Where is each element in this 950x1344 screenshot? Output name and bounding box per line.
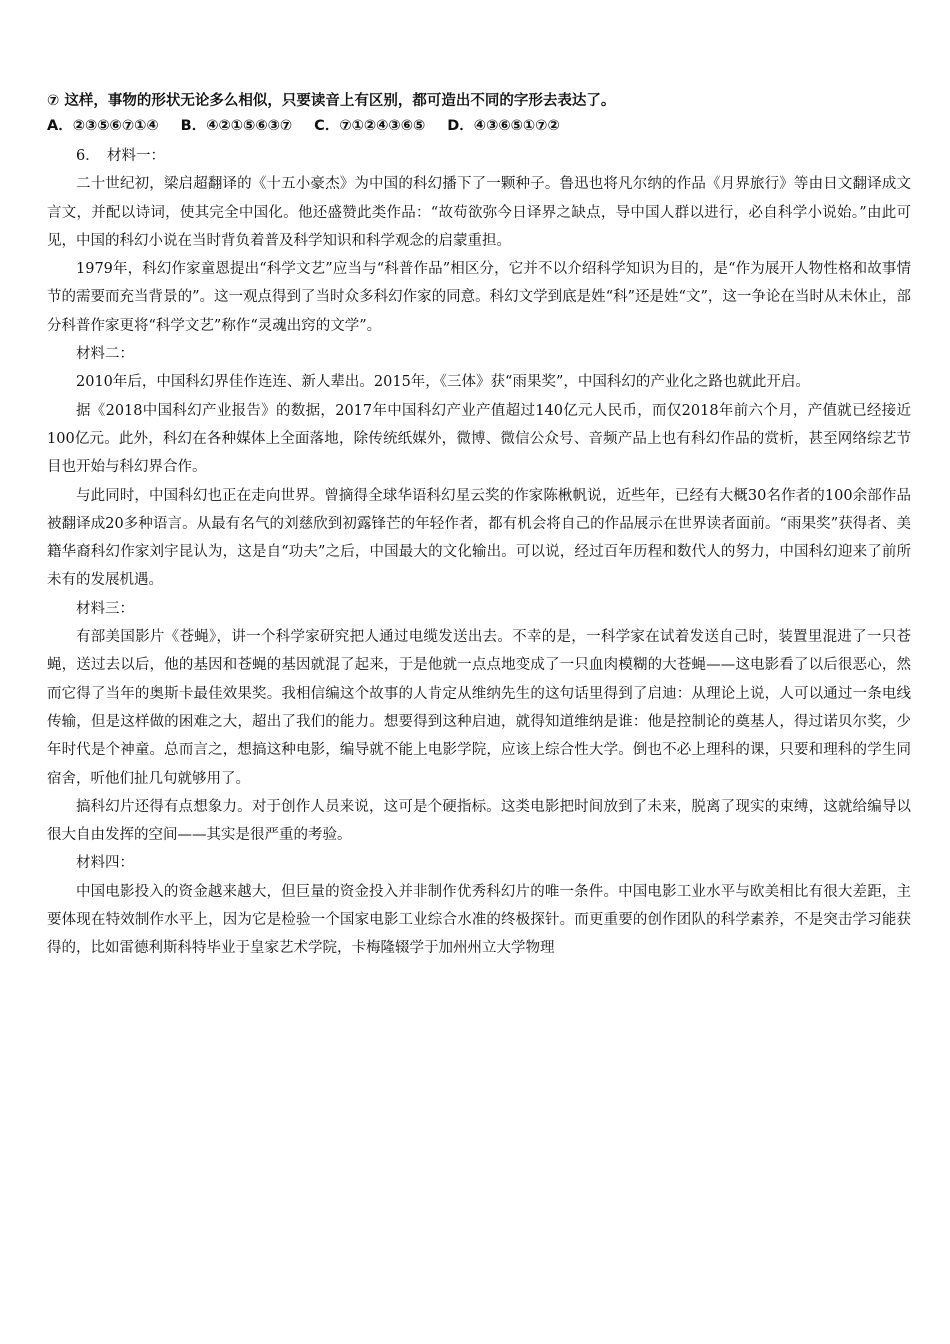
material-1-paragraph-1: 二十世纪初，梁启超翻译的《十五小豪杰》为中国的科幻播下了一颗种子。鲁迅也将凡尔纳的作品《月界旅行》等由日文翻译成文言文，并配以诗词，使其完全中国化。他还盛赞此类作品：“故苟欲弥今日译界之缺点，导中国人群以进行，必自科学小说始。”由此可见，中国的科幻小说在当时背负着普及科学知识和科学观念的启蒙重担。: [47, 176, 911, 249]
material-1-paragraph-2: 1979年，科幻作家童恩提出“科学文艺”应当与“科普作品”相区分，它并不以介绍科学知识为目的，是“作为展开人物性格和故事情节的需要而充当背景的”。这一观点得到了当时众多科幻作家的同意。科幻文学到底是姓“科”还是姓“文”，这一争论在当时从未休止，部分科普作家更将“科学文艺”称作“灵魂出窍的文学”。: [47, 261, 911, 334]
option-d: D．④③⑥⑤①⑦②: [447, 118, 560, 134]
document-page: [47, 92, 911, 963]
option-b: B．④②①⑤⑥③⑦: [180, 118, 293, 134]
option-a: A．②③⑤⑥⑦①④: [47, 118, 159, 134]
option-c: C．⑦①②④③⑥⑤: [314, 118, 426, 134]
question-6-body: [47, 142, 911, 963]
answer-options: [47, 117, 911, 135]
material-3-paragraph-1: 有部美国影片《苍蝇》，讲一个科学家研究把人通过电缆发送出去。不幸的是，一科学家在试着发送自己时，装置里混进了一只苍蝇，送过去以后，他的基因和苍蝇的基因就混了起来，于是他就一点点地变成了一只血肉模糊的大苍蝇——这电影看了以后很恶心，然而它得了当年的奥斯卡最佳效果奖。我相信编这个故事的人肯定从维纳先生的这句话里得到了启迪：从理论上说，人可以通过一条电线传输，但是这样做的困难之大，超出了我们的能力。想要得到这种启迪，就得知道维纳是谁：他是控制论的奠基人，得过诺贝尔奖，少年时代是个神童。总而言之，想搞这种电影，编导就不能上电影学院，应该上综合性大学。倒也不必上理科的课，只要和理科的学生同宿舍，听他们扯几句就够用了。: [47, 629, 911, 787]
material-4-heading: 材料四：: [76, 855, 134, 872]
material-2-heading: 材料二：: [76, 346, 134, 363]
material-3-heading: 材料三：: [76, 600, 134, 617]
question-6-heading: 6． 材料一：: [76, 148, 165, 164]
material-3-paragraph-2: 搞科幻片还得有点想象力。对于创作人员来说，这可是个硬指标。这类电影把时间放到了未来，脱离了现实的束缚，这就给编导以很大自由发挥的空间——其实是很严重的考验。: [47, 798, 911, 844]
material-2-paragraph-2: 据《2018中国科幻产业报告》的数据，2017年中国科幻产业产值超过140亿元人民币，而仅2018年前六个月，产值就已经接近100亿元。此外，科幻在各种媒体上全面落地，除传统纸媒外，微博、微信公众号、音频产品上也有科幻作品的赏析，甚至网络综艺节目也开始与科幻界合作。: [47, 402, 911, 476]
material-2-paragraph-1: 2010年后，中国科幻界佳作连连、新人辈出。2015年，《三体》获“雨果奖”，中国科幻的产业化之路也就此开启。: [76, 374, 810, 391]
material-4-paragraph-1: 中国电影投入的资金越来越大，但巨量的资金投入并非制作优秀科幻片的唯一条件。中国电影工业水平与欧美相比有很大差距，主要体现在特效制作水平上，因为它是检验一个国家电影工业综合水准的终极探针。而更重要的创作团队的科学素养，不是突击学习能获得的，比如雷德利斯科特毕业于皇家艺术学院，卡梅隆辍学于加州州立大学物理: [47, 883, 911, 957]
statement-7: ⑦ 这样，事物的形状无论多么相似，只要读音上有区别，都可造出不同的字形去表达了。: [47, 93, 616, 109]
material-2-paragraph-3: 与此同时，中国科幻也正在走向世界。曾摘得全球华语科幻星云奖的作家陈楸帆说，近些年，已经有大概30名作者的100余部作品被翻译成20多种语言。从最有名气的刘慈欣到初露锋芒的年轻作者，都有机会将自己的作品展示在世界读者面前。“雨果奖”获得者、美籍华裔科幻作家刘宇昆认为，这是自“功夫”之后，中国最大的文化输出。可以说，经过百年历程和数代人的努力，中国科幻迎来了前所未有的发展机遇。: [47, 487, 911, 589]
